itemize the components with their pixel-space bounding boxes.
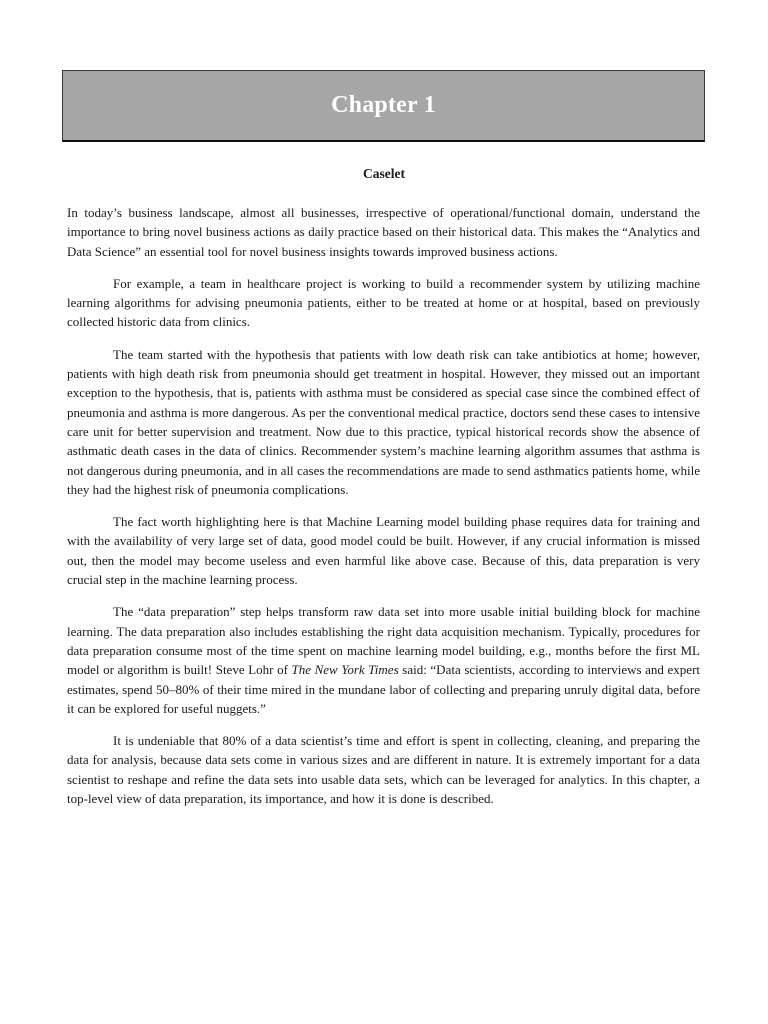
paragraph-5 (67, 602, 700, 718)
paragraph-5-text-a: The “data preparation” step helps transform raw data set into more usable initial building block for machine learning. The data preparation also includes establishing the right data acquisition mechanism. Typically, procedures for data preparation consume most of the time spent on machine learning model building, e.g., months before the first ML model or algorithm is built! Steve Lohr of (67, 604, 700, 678)
chapter-banner (62, 70, 705, 142)
chapter-title: Chapter 1 (331, 92, 436, 118)
paragraph-4: The fact worth highlighting here is that Machine Learning model building phase requires data for training and with the availability of very large set of data, good model could be built. However, if any crucial information is missed out, then the model may become useless and even harmful like above case. Because of this, data preparation is very crucial step in the machine learning process. (67, 514, 700, 588)
paragraph-6: It is undeniable that 80% of a data scientist’s time and effort is spent in collecting, cleaning, and preparing the data for analysis, because data sets come in various sizes and are different in nature. It is extremely important for a data scientist to reshape and refine the data sets into usable data sets, which can be leveraged for analytics. In this chapter, a top-level view of data preparation, its importance, and how it is done is described. (67, 733, 700, 807)
newspaper-title: The New York Times (291, 662, 399, 678)
paragraph-5-text-b: said: “Data scientists, according to interviews and expert estimates, spend 50–80% of their time mired in the mundane labor of collecting and preparing unruly digital data, before it can be explored for useful nuggets.” (67, 662, 701, 716)
body-text (67, 203, 700, 821)
paragraph-1: In today’s business landscape, almost all businesses, irrespective of operational/functional domain, understand the importance to bring novel business actions as daily practice based on their historical data. This makes the “Analytics and Data Science” an essential tool for novel business insights towards improved business actions. (67, 205, 700, 259)
paragraph-2: For example, a team in healthcare project is working to build a recommender system by utilizing machine learning algorithms for advising pneumonia patients, either to be treated at home or at hospital, based on previously collected historic data from clinics. (67, 275, 700, 330)
section-heading: Caselet (363, 166, 405, 181)
paragraph-3: The team started with the hypothesis that patients with low death risk can take antibiotics at home; however, patients with high death risk from pneumonia should get treatment in hospital. However, they missed out an important exception to the hypothesis, that is, patients with asthma must be considered as special case since the combined effect of pneumonia and asthma is more dangerous. As per the conventional medical practice, doctors send these cases to intensive care unit for better supervision and treatment. Now due to this practice, typical historical records show the absence of asthmatic death cases in the data of clinics. Recommender system’s machine learning algorithm assumes that asthma is not dangerous during pneumonia, and in all cases the recommendations are made to send asthmatics patients home, while they had the highest risk of pneumonia complications. (67, 346, 700, 497)
